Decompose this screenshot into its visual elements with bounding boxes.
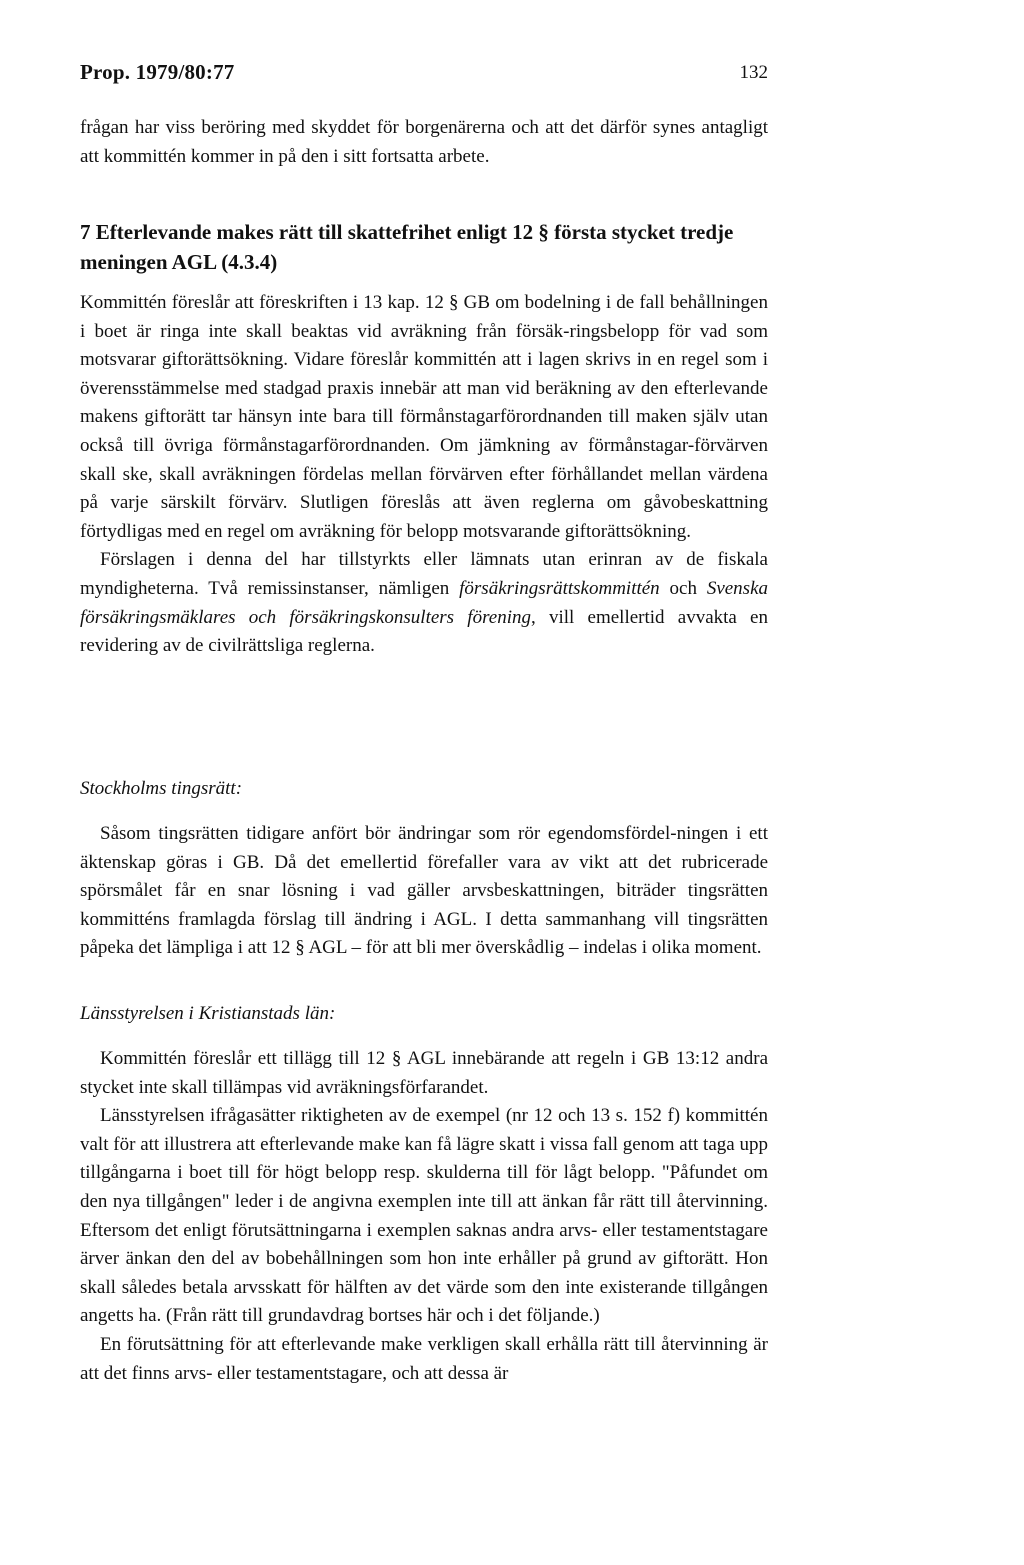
kristianstad-label: Länsstyrelsen i Kristianstads län: (80, 1003, 336, 1024)
section-7-paragraph-1: Kommittén föreslår att föreskriften i 13 kap. 12 § GB om bodelning i de fall behållningen i boet är ringa inte skall beaktas vid avräkning från försäk-ringsbelopp för vad som motsvarar giftorättsökning. Vidare föreslår kommittén att i lagen skrivs in en regel som i överensstämmelse med stadgad praxis innebär att man vid beräkning av den efterlevande makens giftorätt tar hänsyn inte bara till förmånstagarförordnanden till maken själv utan också till övriga förmånstagarförordnanden. Om jämkning av förmånstagar-förvärven skall ske, skall avräkningen fördelas mellan förvärven efter förhållandet mellan värdena på varje särskilt förvärv. Slutligen föreslås att även reglerna om gåvobeskattning förtydligas med en regel om avräkning för belopp motsvarande giftorättsökning. (80, 292, 768, 542)
paragraph-2-middle: och (659, 577, 707, 599)
section-7-body (80, 289, 768, 661)
stockholm-body (80, 820, 768, 963)
page-header (80, 60, 768, 88)
kristianstad-paragraph-3: En förutsättning för att efterlevande make verkligen skall erhålla rätt till återvinning är att det finns arvs- eller testamentstagare, och att dessa är (80, 1333, 768, 1384)
stockholm-paragraph: Såsom tingsrätten tidigare anfört bör ändringar som rör egendomsfördel-ningen i ett äktenskap göras i GB. Då det emellertid förefaller vara av vikt att det rubricerade spörsmålet får en snar lösning i vad gäller arvsbeskattningen, biträder tingsrätten kommitténs framlagda förslag till ändring i AGL. I detta sammanhang vill tingsrätten påpeka det lämpliga i att 12 § AGL – för att bli mer överskådlig – indelas i olika moment. (80, 823, 768, 959)
association-name: Svenska försäkringsmäklares och försäkringskonsulters förening (80, 577, 769, 628)
publication-reference: Prop. 1979/80:77 (80, 60, 235, 84)
kristianstad-paragraph-2: Länsstyrelsen ifrågasätter riktigheten av de exempel (nr 12 och 13 s. 152 f) kommittén valt för att illustrera att efterlevande make kan få lägre skatt i vissa fall genom att taga upp tillgångarna i boet till för högt belopp resp. skulderna till för lågt belopp. "Påfundet om den nya tillgången" leder i de angivna exemplen inte till att änkan får rätt till återvinning. Eftersom det enligt förutsättningarna i exemplen saknas andra arvs- eller testamentstagare ärver änkan den del av bobehållningen som hon inte erhåller på grund av giftorätt. Hon skall således betala arvsskatt för hälften av det värde som den inte existerande tillgången angetts ha. (Från rätt till grundavdrag bortses här och i det följande.) (80, 1105, 768, 1327)
intro-text: frågan har viss beröring med skyddet för borgenärerna och att det därför synes antagligt att kommittén kommer in på den i sitt fortsatta arbete. (80, 117, 768, 167)
section-7-paragraph-2 (80, 546, 768, 660)
paragraph-2-start: Förslagen i denna del har tillstyrkts eller lämnats utan erinran av de fiskala myndigheterna. Två remissinstanser, nämligen (80, 549, 768, 599)
kristianstad-body (80, 1045, 768, 1388)
committee-name: försäkringsrättskommittén (459, 577, 660, 599)
stockholm-label: Stockholms tingsrätt: (80, 778, 243, 799)
section-heading: 7 Efterlevande makes rätt till skattefrihet enligt 12 § första stycket tredje meningen AGL (4.3.4) (80, 220, 734, 274)
kristianstad-paragraph-1: Kommittén föreslår ett tillägg till 12 § AGL innebärande att regeln i GB 13:12 andra stycket inte skall tillämpas vid avräkningsförfarandet. (80, 1048, 768, 1098)
page-number: 132 (739, 62, 768, 83)
intro-paragraph (80, 114, 768, 171)
paragraph-2-end: , vill emellertid avvakta en revidering av de civilrättsliga reglerna. (80, 606, 768, 657)
